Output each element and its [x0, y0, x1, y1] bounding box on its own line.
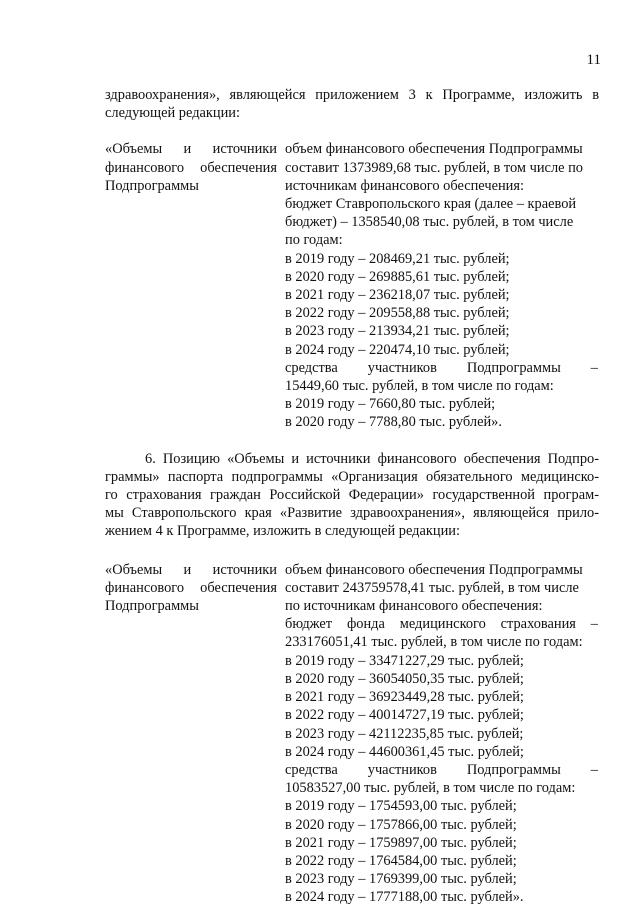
intro-line-1: здравоохранения», являющейся приложением 3 к Программе, изложить в	[105, 87, 599, 103]
item-6-line: 6. Позицию «Объемы и источники финансового обеспечения Подпро-	[145, 450, 599, 467]
document-body	[105, 86, 599, 907]
value-line: в 2024 году – 220474,10 тыс. рублей;	[285, 341, 510, 358]
value-line: в 2019 году – 208469,21 тыс. рублей;	[285, 250, 510, 267]
item-6-line: го страхования граждан Российской Федерации» государственной програм-	[105, 487, 599, 504]
page-number: 11	[586, 52, 601, 68]
value-line: в 2020 году – 1757866,00 тыс. рублей;	[285, 816, 517, 833]
label-line: «Объемы и источники	[105, 141, 277, 158]
value-line: в 2019 году – 1754593,00 тыс. рублей;	[285, 798, 517, 815]
label-line: финансового обеспечения	[105, 579, 277, 596]
value-line: средства участников Подпрограммы –	[285, 359, 598, 376]
value-line: в 2023 году – 213934,21 тыс. рублей;	[285, 323, 510, 340]
financing-block-1	[105, 140, 599, 431]
value-line: в 2022 году – 209558,88 тыс. рублей;	[285, 305, 510, 322]
value-line: в 2020 году – 36054050,35 тыс. рублей;	[285, 670, 524, 687]
value-line: в 2020 году – 269885,61 тыс. рублей;	[285, 268, 510, 285]
value-line: в 2019 году – 7660,80 тыс. рублей;	[285, 396, 496, 413]
value-line: составит 1373989,68 тыс. рублей, в том числе по	[285, 159, 584, 176]
value-line: по годам:	[285, 232, 343, 249]
value-line: в 2019 году – 33471227,29 тыс. рублей;	[285, 652, 524, 669]
value-line: объем финансового обеспечения Подпрограммы	[285, 141, 583, 158]
value-line: в 2022 году – 40014727,19 тыс. рублей;	[285, 707, 524, 724]
financing-block-2	[105, 561, 599, 907]
label-line: Подпрограммы	[105, 177, 199, 194]
value-line: источникам финансового обеспечения:	[285, 177, 524, 194]
value-line: по источникам финансового обеспечения:	[285, 598, 543, 615]
financing-block-1-value	[285, 140, 598, 431]
value-line: в 2023 году – 42112235,85 тыс. рублей;	[285, 725, 524, 742]
value-line: объем финансового обеспечения Подпрограммы	[285, 561, 583, 578]
item-6-line: жением 4 к Программе, изложить в следующей редакции:	[105, 523, 460, 540]
value-line: в 2021 году – 236218,07 тыс. рублей;	[285, 287, 510, 304]
value-line: бюджет фонда медицинского страхования –	[285, 616, 598, 633]
label-line: «Объемы и источники	[105, 561, 277, 578]
value-line: в 2024 году – 1777188,00 тыс. рублей».	[285, 889, 524, 906]
financing-block-2-value	[285, 561, 598, 907]
value-line: 233176051,41 тыс. рублей, в том числе по годам:	[285, 634, 583, 651]
value-line: составит 243759578,41 тыс. рублей, в том числе	[285, 579, 579, 596]
value-line: бюджет) – 1358540,08 тыс. рублей, в том числе	[285, 214, 574, 231]
value-line: в 2021 году – 1759897,00 тыс. рублей;	[285, 834, 517, 851]
label-line: Подпрограммы	[105, 598, 199, 615]
value-line: 15449,60 тыс. рублей, в том числе по годам:	[285, 378, 554, 395]
value-line: в 2024 году – 44600361,45 тыс. рублей;	[285, 743, 524, 760]
intro-line-2: следующей редакции:	[105, 105, 240, 122]
item-6-line: граммы» паспорта подпрограммы «Организация обязательного медицинско-	[105, 468, 599, 485]
financing-block-1-label	[105, 140, 277, 195]
value-line: в 2022 году – 1764584,00 тыс. рублей;	[285, 852, 517, 869]
value-line: средства участников Подпрограммы –	[285, 761, 598, 778]
value-line: бюджет Ставропольского края (далее – краевой	[285, 196, 577, 213]
item-6-paragraph	[105, 450, 599, 541]
label-line: финансового обеспечения	[105, 159, 277, 176]
value-line: в 2023 году – 1769399,00 тыс. рублей;	[285, 871, 517, 888]
value-line: 10583527,00 тыс. рублей, в том числе по годам:	[285, 780, 576, 797]
value-line: в 2020 году – 7788,80 тыс. рублей».	[285, 414, 502, 431]
item-6-line: мы Ставропольского края «Развитие здравоохранения», являющейся прило-	[105, 505, 599, 522]
value-line: в 2021 году – 36923449,28 тыс. рублей;	[285, 689, 524, 706]
financing-block-2-label	[105, 561, 277, 616]
